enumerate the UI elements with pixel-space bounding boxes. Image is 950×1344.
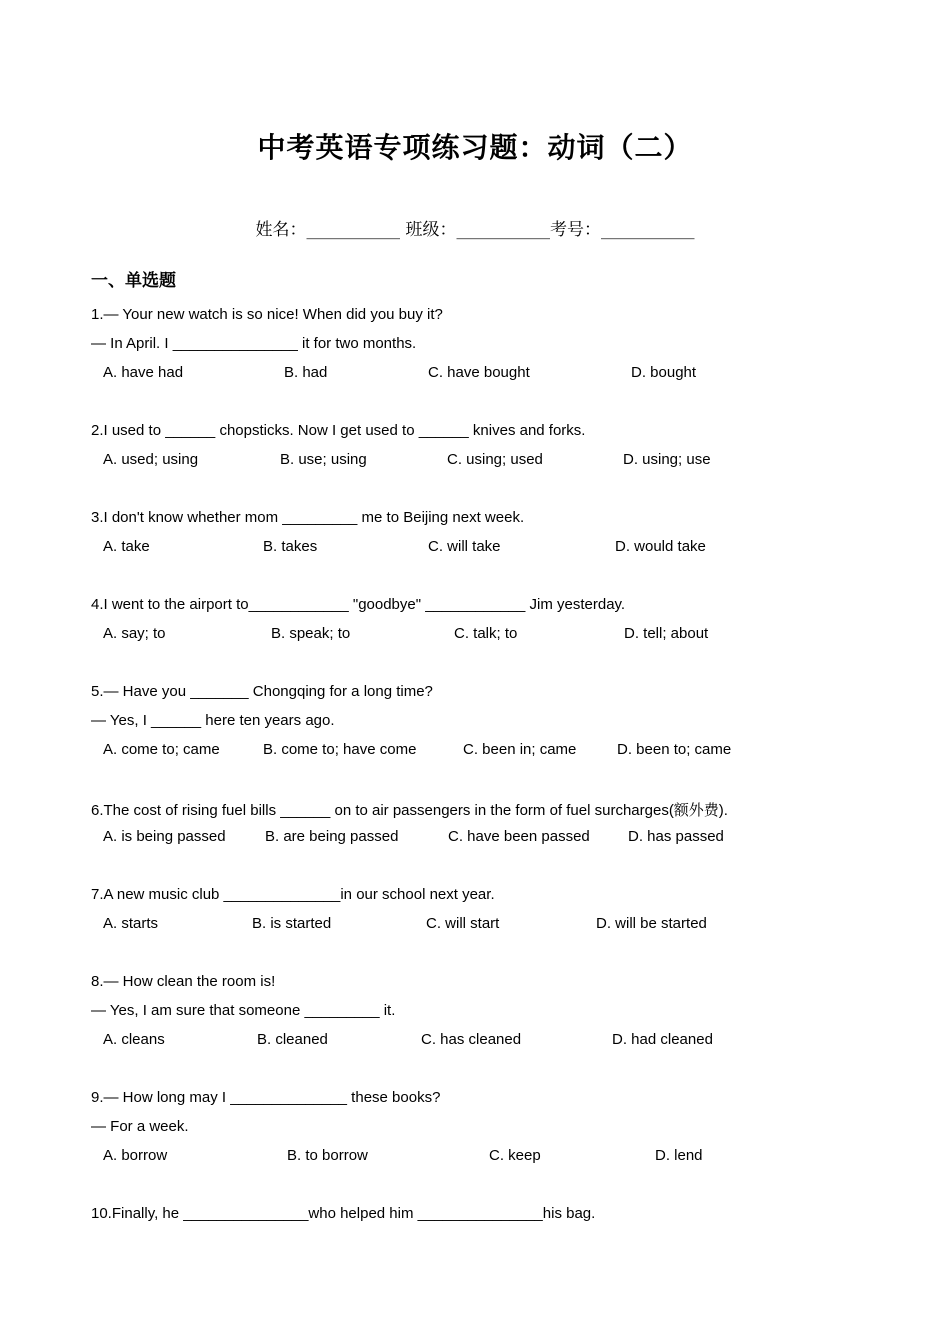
question-5-line-1: 5.— Have you _______ Chongqing for a long time? [91,683,433,700]
question-8-line-1: 8.— How clean the room is! [91,973,276,990]
question-5-option-c[interactable]: C. been in; came [463,741,577,758]
question-10-line-1: 10.Finally, he _______________who helped him _______________his bag. [91,1205,596,1222]
question-8-option-c[interactable]: C. has cleaned [421,1031,522,1048]
question-7-line-1: 7.A new music club ______________in our school next year. [91,886,495,903]
question-7-option-c[interactable]: C. will start [426,915,500,932]
question-4-option-a[interactable]: A. say; to [103,625,166,642]
question-8-option-d[interactable]: D. had cleaned [612,1031,713,1048]
question-4-option-b[interactable]: B. speak; to [271,625,351,642]
question-9-line-2: — For a week. [91,1118,189,1135]
question-1-option-d[interactable]: D. bought [631,364,697,381]
question-7-option-a[interactable]: A. starts [103,915,159,932]
question-1-option-b[interactable]: B. had [284,364,328,381]
question-6-option-b[interactable]: B. are being passed [265,828,399,845]
question-1-line-1: 1.— Your new watch is so nice! When did you buy it? [91,306,443,323]
question-2-option-b[interactable]: B. use; using [280,451,367,468]
question-9-option-d[interactable]: D. lend [655,1147,703,1164]
question-6-line-1: 6.The cost of rising fuel bills ______ on to air passengers in the form of fuel surcharges(额外费). [91,802,728,819]
question-9-option-c[interactable]: C. keep [489,1147,541,1164]
question-3-option-c[interactable]: C. will take [428,538,501,555]
question-4-option-c[interactable]: C. talk; to [454,625,518,642]
question-5-option-d[interactable]: D. been to; came [617,741,732,758]
question-3-line-1: 3.I don't know whether mom _________ me to Beijing next week. [91,509,525,526]
question-7-option-b[interactable]: B. is started [252,915,332,932]
question-8-option-a[interactable]: A. cleans [103,1031,165,1048]
question-1-option-a[interactable]: A. have had [103,364,184,381]
question-2-option-d[interactable]: D. using; use [623,451,711,468]
question-6-option-d[interactable]: D. has passed [628,828,724,845]
question-1-line-2: — In April. I _______________ it for two months. [91,335,417,352]
question-5-option-b[interactable]: B. come to; have come [263,741,417,758]
question-6-option-c[interactable]: C. have been passed [448,828,590,845]
question-1-option-c[interactable]: C. have bought [428,364,530,381]
question-8-option-b[interactable]: B. cleaned [257,1031,328,1048]
question-4-line-1: 4.I went to the airport to____________ "goodbye" ____________ Jim yesterday. [91,596,626,613]
question-9-option-a[interactable]: A. borrow [103,1147,168,1164]
question-8-line-2: — Yes, I am sure that someone _________ it. [91,1002,396,1019]
question-5-line-2: — Yes, I ______ here ten years ago. [91,712,335,729]
question-6-option-a[interactable]: A. is being passed [103,828,226,845]
student-info-line: 姓名：___________ 班级：___________考号：___________ [255,220,695,240]
question-9-option-b[interactable]: B. to borrow [287,1147,368,1164]
page-title: 中考英语专项练习题：动词（二） [257,131,693,164]
question-3-option-a[interactable]: A. take [103,538,150,555]
question-2-option-a[interactable]: A. used; using [103,451,199,468]
question-4-option-d[interactable]: D. tell; about [624,625,709,642]
question-2-line-1: 2.I used to ______ chopsticks. Now I get used to ______ knives and forks. [91,422,586,439]
question-9-line-1: 9.— How long may I ______________ these books? [91,1089,441,1106]
question-5-option-a[interactable]: A. come to; came [103,741,220,758]
question-3-option-b[interactable]: B. takes [263,538,318,555]
section-heading: 一、单选题 [91,271,176,291]
question-7-option-d[interactable]: D. will be started [596,915,707,932]
question-2-option-c[interactable]: C. using; used [447,451,543,468]
question-3-option-d[interactable]: D. would take [615,538,706,555]
